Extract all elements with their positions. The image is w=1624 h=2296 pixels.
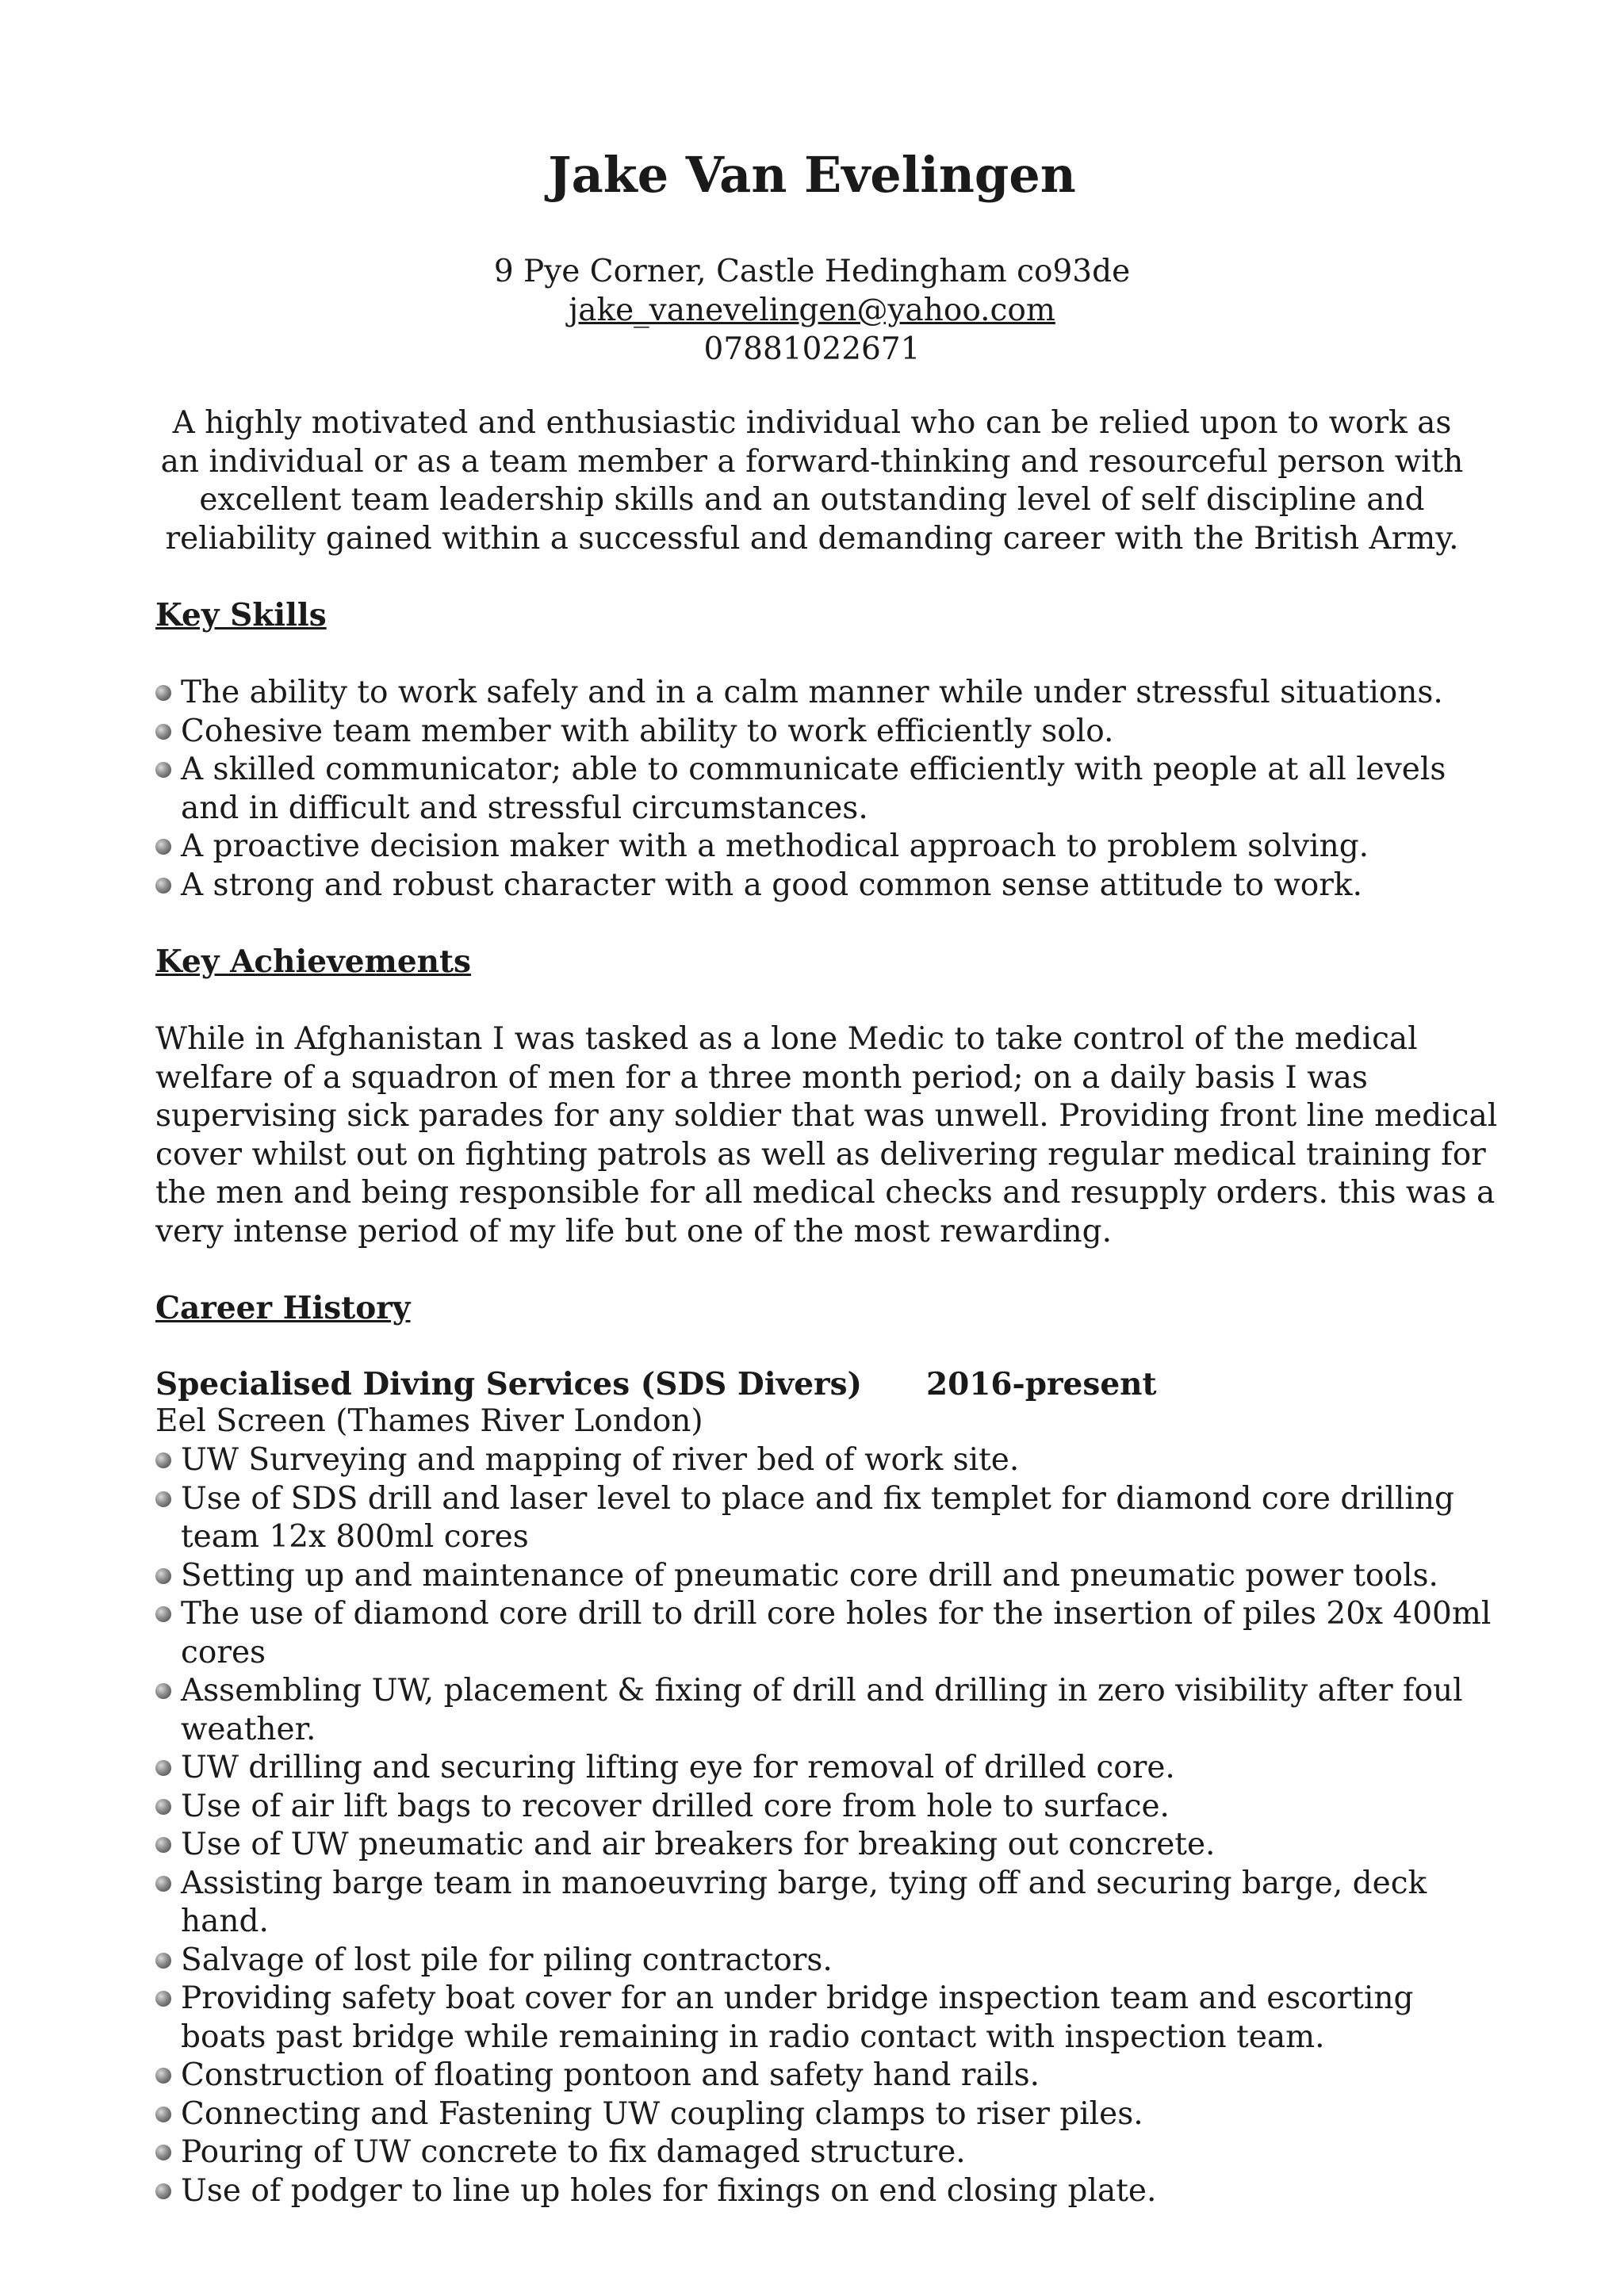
duty-text: Use of air lift bags to recover drilled core from hole to surface. <box>181 1788 1170 1824</box>
skill-text: A skilled communicator; able to communicate efficiently with people at all levels and in difficult and stressful circumstances. <box>181 752 1446 826</box>
skill-text: A proactive decision maker with a methodical approach to problem solving. <box>181 828 1369 864</box>
list-item <box>155 674 1503 713</box>
duty-text: Construction of floating pontoon and safety hand rails. <box>181 2057 1040 2093</box>
list-item <box>155 2133 1503 2172</box>
list-item <box>155 751 1503 828</box>
duty-text: Pouring of UW concrete to fix damaged structure. <box>181 2134 966 2170</box>
bullet-icon <box>155 1568 171 1584</box>
bullet-icon <box>155 2107 171 2122</box>
duty-text: UW Surveying and mapping of river bed of work site. <box>181 1442 1020 1478</box>
address: 9 Pye Corner, Castle Hedingham co93de <box>493 254 1131 289</box>
bullet-icon <box>155 878 171 894</box>
bullet-icon <box>155 1760 171 1776</box>
bullet-icon <box>155 1991 171 2007</box>
duty-text: Use of podger to line up holes for fixings on end closing plate. <box>181 2172 1157 2209</box>
duty-text: Use of SDS drill and laser level to place and fix templet for diamond core drilling team 12x 800ml cores <box>181 1480 1454 1555</box>
key-achievements-text: While in Afghanistan I was tasked as a lone Medic to take control of the medical welfare of a squadron of men for a three month period; on a daily basis I was supervising sick parades for any soldier that was unwell. Providing front line medical cover whilst out on fighting patrols as well as delivering regular medical training for the men and being responsible for all medical checks and resupply orders. this was a very intense period of my life but one of the most rewarding. <box>155 1021 1498 1249</box>
list-item <box>155 2172 1503 2211</box>
list-item <box>155 2057 1503 2095</box>
bullet-icon <box>155 1953 171 1969</box>
duty-text: UW drilling and securing lifting eye for removal of drilled core. <box>181 1750 1175 1785</box>
bullet-icon <box>155 2068 171 2084</box>
list-item <box>155 1595 1503 1672</box>
key-achievements-heading: Key Achievements <box>155 943 471 980</box>
key-skills-list <box>155 674 1503 905</box>
list-item <box>155 1441 1503 1480</box>
duty-text: Connecting and Fastening UW coupling clamps to riser piles. <box>181 2095 1143 2132</box>
list-item <box>155 828 1503 867</box>
list-item <box>155 1865 1503 1942</box>
list-item <box>155 2095 1503 2134</box>
list-item <box>155 1980 1503 2057</box>
key-skills-heading: Key Skills <box>155 597 327 633</box>
job-project: Eel Screen (Thames River London) <box>155 1403 703 1439</box>
bullet-icon <box>155 2183 171 2199</box>
list-item <box>155 713 1503 752</box>
duty-text: The use of diamond core drill to drill core holes for the insertion of piles 20x 400ml cores <box>181 1596 1492 1670</box>
job-dates: 2016-present <box>926 1366 1157 1402</box>
list-item <box>155 867 1503 905</box>
bullet-icon <box>155 724 171 740</box>
list-item <box>155 1557 1503 1596</box>
duty-text: Assisting barge team in manoeuvring barge, tying off and securing barge, deck hand. <box>181 1865 1427 1939</box>
duty-text: Setting up and maintenance of pneumatic core drill and pneumatic power tools. <box>181 1557 1438 1594</box>
bullet-icon <box>155 839 171 855</box>
bullet-icon <box>155 1799 171 1815</box>
bullet-icon <box>155 1491 171 1507</box>
bullet-icon <box>155 2145 171 2160</box>
bullet-icon <box>155 1683 171 1699</box>
duty-text: Salvage of lost pile for piling contractors. <box>181 1942 833 1978</box>
list-item <box>155 1749 1503 1788</box>
job-company: Specialised Diving Services (SDS Divers) <box>155 1366 862 1402</box>
duty-text: Assembling UW, placement & fixing of drill and drilling in zero visibility after foul weather. <box>181 1673 1463 1747</box>
phone-number: 07881022671 <box>703 331 921 367</box>
profile-summary: A highly motivated and enthusiastic individual who can be relied upon to work as an individual or as a team member a forward-thinking and resourceful person with excellent team leadership skills and an outstanding level of self discipline and reliability gained within a successful and demanding career with the British Army. <box>160 405 1464 557</box>
cv-name: Jake Van Evelingen <box>548 146 1076 204</box>
bullet-icon <box>155 1837 171 1853</box>
list-item <box>155 1788 1503 1827</box>
skill-text: The ability to work safely and in a calm manner while under stressful situations. <box>181 675 1443 710</box>
bullet-icon <box>155 1452 171 1468</box>
email-link[interactable]: jake_vanevelingen@yahoo.com <box>569 293 1055 328</box>
list-item <box>155 1480 1503 1557</box>
job-duties-list <box>155 1441 1503 2210</box>
list-item <box>155 1942 1503 1980</box>
bullet-icon <box>155 1606 171 1622</box>
bullet-icon <box>155 1876 171 1892</box>
skill-text: A strong and robust character with a good common sense attitude to work. <box>181 867 1362 903</box>
list-item <box>155 1672 1503 1749</box>
bullet-icon <box>155 762 171 778</box>
skill-text: Cohesive team member with ability to work efficiently solo. <box>181 713 1114 749</box>
career-history-heading: Career History <box>155 1290 411 1326</box>
bullet-icon <box>155 685 171 701</box>
duty-text: Use of UW pneumatic and air breakers for breaking out concrete. <box>181 1827 1216 1862</box>
duty-text: Providing safety boat cover for an under bridge inspection team and escorting boats past bridge while remaining in radio contact with inspection team. <box>181 1980 1414 2055</box>
list-item <box>155 1826 1503 1865</box>
